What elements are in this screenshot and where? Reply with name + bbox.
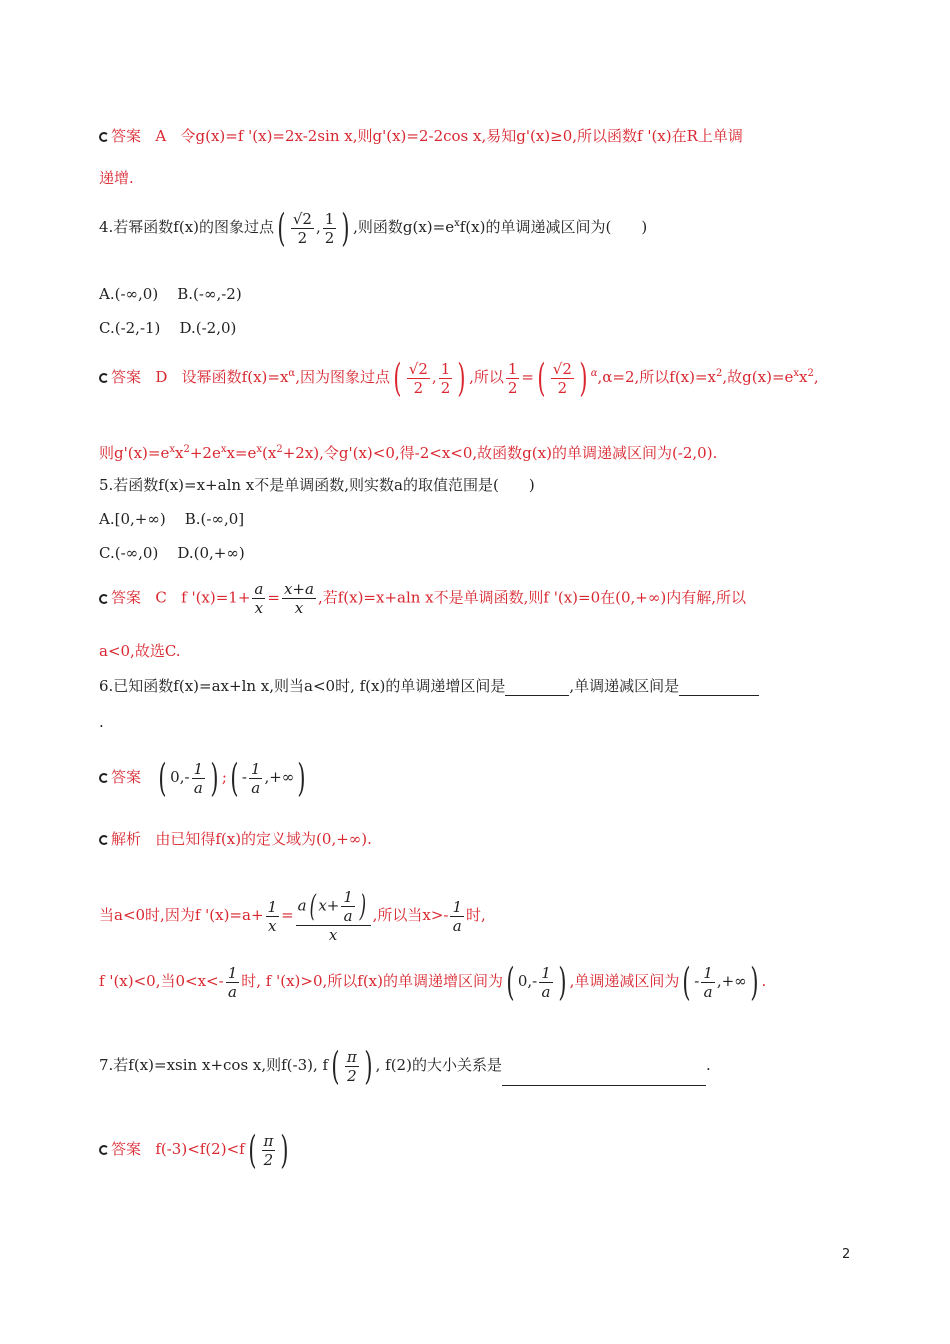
right-paren: ) (750, 960, 759, 1004)
superscript: α (590, 368, 598, 379)
answer-q6 (99, 758, 309, 798)
fraction (551, 360, 574, 397)
option-a: A.(-∞,0) (99, 285, 159, 303)
option-d: D.(-2,0) (179, 319, 237, 337)
denominator: 2 (507, 378, 518, 397)
numerator (296, 888, 371, 926)
fraction (450, 898, 464, 935)
superscript: 2 (716, 368, 723, 379)
answer-label: 答案 (111, 588, 142, 607)
answer-text: (x (262, 444, 277, 462)
superscript: x (256, 444, 263, 455)
answer-text: - (241, 768, 247, 786)
question-text: 4.若幂函数f(x)的图象过点 (99, 218, 275, 236)
numerator: π (346, 1047, 357, 1066)
analysis-text: 时, (466, 906, 486, 924)
numerator: 1 (703, 963, 713, 982)
numerator: a (254, 580, 264, 598)
fraction (249, 760, 263, 797)
denominator: x (328, 926, 338, 944)
analysis-marker-icon (99, 835, 109, 845)
left-paren: ( (393, 356, 402, 400)
question-text: . (705, 1056, 711, 1074)
superscript: 2 (807, 368, 814, 379)
numerator: 1 (541, 963, 551, 982)
option-c: C.(-2,-1) (99, 319, 161, 337)
question-text: , f(2)的大小关系是 (375, 1056, 502, 1074)
right-paren: ) (359, 888, 366, 924)
superscript: x (454, 218, 460, 229)
right-paren: ) (280, 1128, 289, 1172)
superscript: x (793, 368, 800, 379)
denominator: a (193, 778, 203, 797)
left-paren: ( (331, 1044, 340, 1088)
denominator: 2 (440, 378, 451, 397)
interval-text: 0,- (517, 972, 538, 990)
answer-text: ,故g(x)=e (722, 368, 794, 386)
numerator: 1 (250, 759, 261, 778)
page-number: 2 (842, 1247, 851, 1262)
left-paren: ( (506, 960, 515, 1004)
left-paren: ( (158, 756, 167, 800)
numerator-text: x+ (318, 896, 340, 915)
answer-text: = (267, 588, 280, 607)
answer-blank (505, 679, 569, 696)
answer-label: 答案 (111, 1140, 142, 1158)
denominator: x (268, 916, 277, 935)
denominator: a (228, 982, 237, 1001)
question-5 (99, 475, 535, 495)
q6-trailing-dot (99, 712, 104, 732)
question-text: 5.若函数f(x)=x+aln x不是单调函数,则实数a的取值范围是( ) (99, 476, 535, 494)
option-c: C.(-∞,0) (99, 544, 159, 562)
question-text: f(x)的单调递减区间为( ) (459, 218, 648, 236)
answer-q5-line2 (99, 641, 181, 661)
denominator: 2 (324, 228, 335, 247)
q5-options-row2 (99, 543, 245, 563)
q5-options-row1 (99, 509, 244, 529)
answer-text: x (174, 444, 184, 462)
answer-text: 则g'(x)=e (99, 444, 170, 462)
option-b: B.(-∞,0] (184, 510, 245, 528)
fraction (439, 360, 453, 397)
fraction (701, 964, 715, 1001)
analysis-q6-line3 (99, 962, 766, 1002)
answer-text: ,所以 (469, 368, 504, 386)
left-paren: ( (309, 888, 316, 924)
denominator: 2 (413, 378, 424, 397)
right-paren: ) (297, 756, 306, 800)
fraction (323, 210, 337, 247)
denominator: a (251, 778, 261, 797)
numerator: 1 (227, 963, 238, 982)
numerator: π (263, 1131, 274, 1150)
analysis-text: ,单调递减区间为 (569, 972, 680, 990)
answer-letter: A (155, 127, 167, 145)
answer-q5-line1 (99, 580, 746, 617)
denominator: a (452, 916, 462, 935)
analysis-label: 解析 (111, 830, 142, 848)
answer-q3-line1 (99, 126, 743, 146)
option-b: B.(-∞,-2) (177, 285, 242, 303)
fraction (291, 210, 314, 247)
fraction (296, 888, 371, 944)
fraction (282, 580, 316, 617)
denominator: x (254, 599, 264, 617)
fraction (345, 1048, 359, 1085)
analysis-text: 当a<0时,因为f '(x)=a+ (99, 906, 264, 924)
analysis-q6-line2 (99, 888, 486, 944)
q4-options-row2 (99, 318, 236, 338)
answer-text: f '(x)=1+ (181, 588, 251, 607)
superscript: x (220, 444, 227, 455)
question-text: . (99, 713, 104, 731)
left-paren: ( (537, 356, 546, 400)
denominator: 2 (557, 378, 568, 397)
question-text: 7.若f(x)=xsin x+cos x,则f(-3), f (99, 1056, 329, 1074)
answer-text: 0,- (170, 768, 190, 786)
answer-marker-icon (99, 1145, 109, 1155)
numerator: 1 (440, 359, 451, 378)
answer-label: 答案 (111, 368, 142, 386)
question-text: ,则函数g(x)=e (353, 218, 455, 236)
analysis-text: = (281, 906, 294, 924)
answer-text: ,因为图象过点 (295, 368, 390, 386)
answer-marker-icon (99, 773, 109, 783)
answer-text: +2e (189, 444, 221, 462)
analysis-q6-line1 (99, 829, 372, 849)
fraction (407, 360, 430, 397)
question-4: 4.若幂函数f(x)的图象过点( $\frac{√2}{2}$ , $\frac{1}{2}$ ) ,则函数$g(x)=e^xf(x)$的单调递减区间为( ) (99, 206, 648, 250)
question-text: 6.已知函数f(x)=ax+ln x,则当a<0时, f(x)的单调递增区间是 (99, 677, 506, 695)
answer-text: x=e (226, 444, 257, 462)
answer-q3-line2 (99, 168, 134, 188)
answer-blank (679, 679, 759, 696)
denominator: a (343, 907, 353, 925)
question-7 (99, 1046, 711, 1086)
answer-marker-icon (99, 594, 109, 604)
answer-label: 答案 (111, 127, 142, 145)
analysis-text: 由已知得f(x)的定义域为(0,+∞). (155, 830, 372, 848)
answer-text: 设幂函数f(x)=x (181, 368, 289, 386)
denominator: a (541, 982, 551, 1001)
right-paren: ) (341, 206, 350, 250)
analysis-text: 时, f '(x)>0,所以f(x)的单调递增区间为 (241, 972, 503, 990)
right-paren: ) (558, 960, 567, 1004)
right-paren: ) (579, 356, 588, 400)
denominator: x (294, 599, 304, 617)
fraction (252, 580, 265, 617)
fraction (539, 964, 553, 1001)
denominator: a (703, 982, 713, 1001)
answer-letter: D (155, 368, 168, 386)
numerator: 1 (193, 759, 204, 778)
option-a: A.[0,+∞) (99, 510, 166, 528)
answer-text: x (799, 368, 808, 386)
denominator: 2 (347, 1066, 357, 1085)
fraction (226, 964, 240, 1001)
interval-text: ,+∞ (716, 972, 747, 990)
answer-marker-icon (99, 373, 109, 383)
numerator: x+a (283, 580, 314, 598)
answer-text: +2x),令g'(x)<0,得-2<x<0,故函数g(x)的单调递减区间为(-2,0). (282, 444, 718, 462)
fraction (506, 360, 520, 397)
right-paren: ) (210, 756, 219, 800)
answer-text: 递增. (99, 169, 134, 187)
option-d: D.(0,+∞) (177, 544, 245, 562)
numerator: 1 (267, 897, 278, 916)
analysis-text: ,所以当x>- (372, 906, 449, 924)
answer-text: f(-3)<f(2)<f (155, 1140, 245, 1158)
answer-text: ,若f(x)=x+aln x不是单调函数,则f '(x)=0在(0,+∞)内有解,所以 (317, 588, 746, 607)
superscript: x (169, 444, 175, 455)
numerator: √2 (552, 359, 572, 378)
superscript: 2 (183, 444, 190, 455)
answer-separator: ; (221, 768, 227, 786)
answer-q7 (99, 1130, 292, 1170)
answer-letter: C (155, 588, 167, 607)
interval-text: - (694, 972, 700, 990)
left-paren: ( (682, 960, 691, 1004)
question-6 (99, 676, 759, 696)
analysis-text: . (761, 972, 767, 990)
left-paren: ( (230, 756, 239, 800)
numerator: 1 (324, 209, 335, 228)
answer-q4-line2 (99, 440, 717, 463)
right-paren: ) (457, 356, 466, 400)
superscript: α (288, 368, 296, 379)
numerator: √2 (408, 359, 428, 378)
question-text: ,单调递减区间是 (569, 677, 680, 695)
superscript: 2 (276, 444, 283, 455)
answer-marker-icon (99, 132, 109, 142)
answer-text: ,α=2,所以f(x)=x (597, 368, 717, 386)
answer-q4-line1: 答案 D 设幂函数$f(x)=x^\alpha$,因为图象过点( $\frac{√2}{2}$ , $\frac{1}{2}$ ) ,所以 $\frac{1}{2}$ =( $\frac{√2}{2}$ ) $^\alpha$,α=2,所以$f(x)=x^2$,故$g(x)=e^xx^2$, (99, 358, 819, 398)
denominator: 2 (263, 1150, 274, 1169)
answer-label: 答案 (111, 768, 142, 786)
denominator: 2 (297, 228, 308, 247)
q4-options-row1 (99, 284, 242, 304)
answer-text: ,+∞ (264, 768, 295, 786)
analysis-text: f '(x)<0,当0<x<- (99, 972, 224, 990)
answer-text: a<0,故选C. (99, 642, 181, 660)
fraction (266, 898, 280, 935)
left-paren: ( (248, 1128, 257, 1172)
numerator: 1 (452, 897, 463, 916)
right-paren: ) (364, 1044, 373, 1088)
fraction (262, 1132, 276, 1169)
numerator: √2 (292, 209, 312, 228)
fraction (192, 760, 206, 797)
factor-a: a (297, 896, 307, 915)
left-paren: ( (277, 206, 286, 250)
numerator: 1 (507, 359, 518, 378)
answer-blank (502, 1069, 706, 1086)
numerator: 1 (343, 888, 353, 906)
fraction (341, 888, 355, 925)
answer-text: 令g(x)=f '(x)=2x-2sin x,则g'(x)=2-2cos x,易知g'(x)≥0,所以函数f '(x)在R上单调 (180, 127, 743, 145)
